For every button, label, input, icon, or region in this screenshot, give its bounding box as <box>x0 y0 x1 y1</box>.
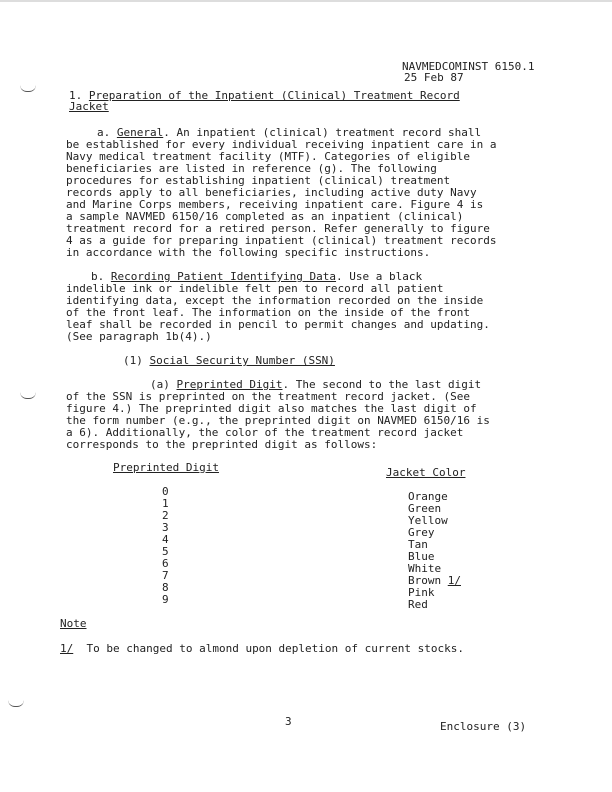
subsection-1 <box>123 355 335 367</box>
para-a-line1: . An inpatient (clinical) treatment record shall <box>163 126 482 139</box>
para-b-label: b. <box>91 270 105 283</box>
subsection-1-heading: Social Security Number (SSN) <box>149 354 335 367</box>
page-number: 3 <box>285 715 292 728</box>
table-digit: 5 <box>162 545 169 558</box>
table-color: Yellow <box>408 514 448 527</box>
para-a-label: a. <box>97 126 111 139</box>
sub-a-line: a 6). Additionally, the color of the treatment record jacket <box>66 426 464 439</box>
table-header-digit: Preprinted Digit <box>113 461 219 474</box>
table-digit: 4 <box>162 533 169 546</box>
para-b-line: (See paragraph 1b(4).) <box>66 330 212 343</box>
table-header-color: Jacket Color <box>386 466 466 479</box>
para-b-line1: . Use a black <box>336 270 423 283</box>
table-color: White <box>408 562 442 575</box>
para-a-line: and Marine Corps members, receiving inpatient care. Figure 4 is <box>66 198 484 211</box>
table-color: Pink <box>408 586 435 599</box>
table-digit: 3 <box>162 521 169 534</box>
para-a-line: Navy medical treatment facility (MTF). Categories of eligible <box>66 150 470 163</box>
para-b-line: indelible ink or indelible felt pen to record all patient <box>66 282 444 295</box>
table-color: Red <box>408 598 428 611</box>
para-b-heading: Recording Patient Identifying Data <box>110 270 337 283</box>
scan-top-edge <box>0 0 612 2</box>
table-digit: 2 <box>162 509 169 522</box>
table-color: Green <box>408 502 442 515</box>
sub-a-line: of the SSN is preprinted on the treatment record jacket. (See <box>66 390 470 403</box>
section-title-line1: Preparation of the Inpatient (Clinical) Treatment Record <box>88 89 460 102</box>
table-digit: 8 <box>162 581 169 594</box>
section-title <box>69 90 460 102</box>
scan-mark <box>20 392 36 399</box>
sub-a-line1: . The second to the last digit <box>282 378 482 391</box>
document-date: 25 Feb 87 <box>404 71 464 84</box>
table-color: Tan <box>408 538 428 551</box>
footnote-reference: 1/ <box>447 574 461 587</box>
para-b-line: leaf shall be recorded in pencil to permit changes and updating. <box>66 318 490 331</box>
sub-a-line: the form number (e.g., the preprinted digit on NAVMED 6150/16 is <box>66 414 490 427</box>
table-digit: 6 <box>162 557 169 570</box>
note-text: To be changed to almond upon depletion of current stocks. <box>86 642 464 655</box>
sub-a-line: corresponds to the preprinted digit as follows: <box>66 438 378 451</box>
enclosure-label: Enclosure (3) <box>440 720 527 733</box>
note-heading: Note <box>60 617 87 630</box>
table-digit: 1 <box>162 497 169 510</box>
para-a-line: 4 as a guide for preparing inpatient (clinical) treatment records <box>66 234 497 247</box>
para-a-line: in accordance with the following specific instructions. <box>66 246 431 259</box>
scan-mark <box>8 700 24 707</box>
table-digit: 9 <box>162 593 169 606</box>
sub-a-line: figure 4.) The preprinted digit also matches the last digit of <box>66 402 477 415</box>
table-digit: 0 <box>162 485 169 498</box>
para-a-line: be established for every individual receiving inpatient care in a <box>66 138 497 151</box>
para-a-line: beneficiaries are listed in reference (g). The following <box>66 162 437 175</box>
para-a-line: a sample NAVMED 6150/16 completed as an inpatient (clinical) <box>66 210 464 223</box>
para-a-line: procedures for establishing inpatient (clinical) treatment <box>66 174 451 187</box>
para-b-line: identifying data, except the information recorded on the inside <box>66 294 484 307</box>
para-a-line: treatment record for a retired person. Refer generally to figure <box>66 222 490 235</box>
note-marker: 1/ <box>60 642 74 655</box>
sub-a-heading: Preprinted Digit <box>176 378 283 391</box>
sub-a-label: (a) <box>150 378 170 391</box>
section-title-line2: Jacket <box>69 100 109 113</box>
section-number: 1. <box>69 89 83 102</box>
scan-mark <box>20 85 36 92</box>
para-b-line: of the front leaf. The information on the inside of the front <box>66 306 470 319</box>
subsection-1-label: (1) <box>123 354 143 367</box>
para-a-line: records apply to all beneficiaries, including active duty Navy <box>66 186 477 199</box>
table-color: Orange <box>408 490 448 503</box>
table-color: Blue <box>408 550 435 563</box>
note-line <box>60 643 464 655</box>
para-a-heading: General <box>116 126 164 139</box>
table-color: Grey <box>408 526 435 539</box>
table-digit: 7 <box>162 569 169 582</box>
document-id: NAVMEDCOMINST 6150.1 <box>402 60 535 73</box>
table-color: Brown <box>408 574 442 587</box>
